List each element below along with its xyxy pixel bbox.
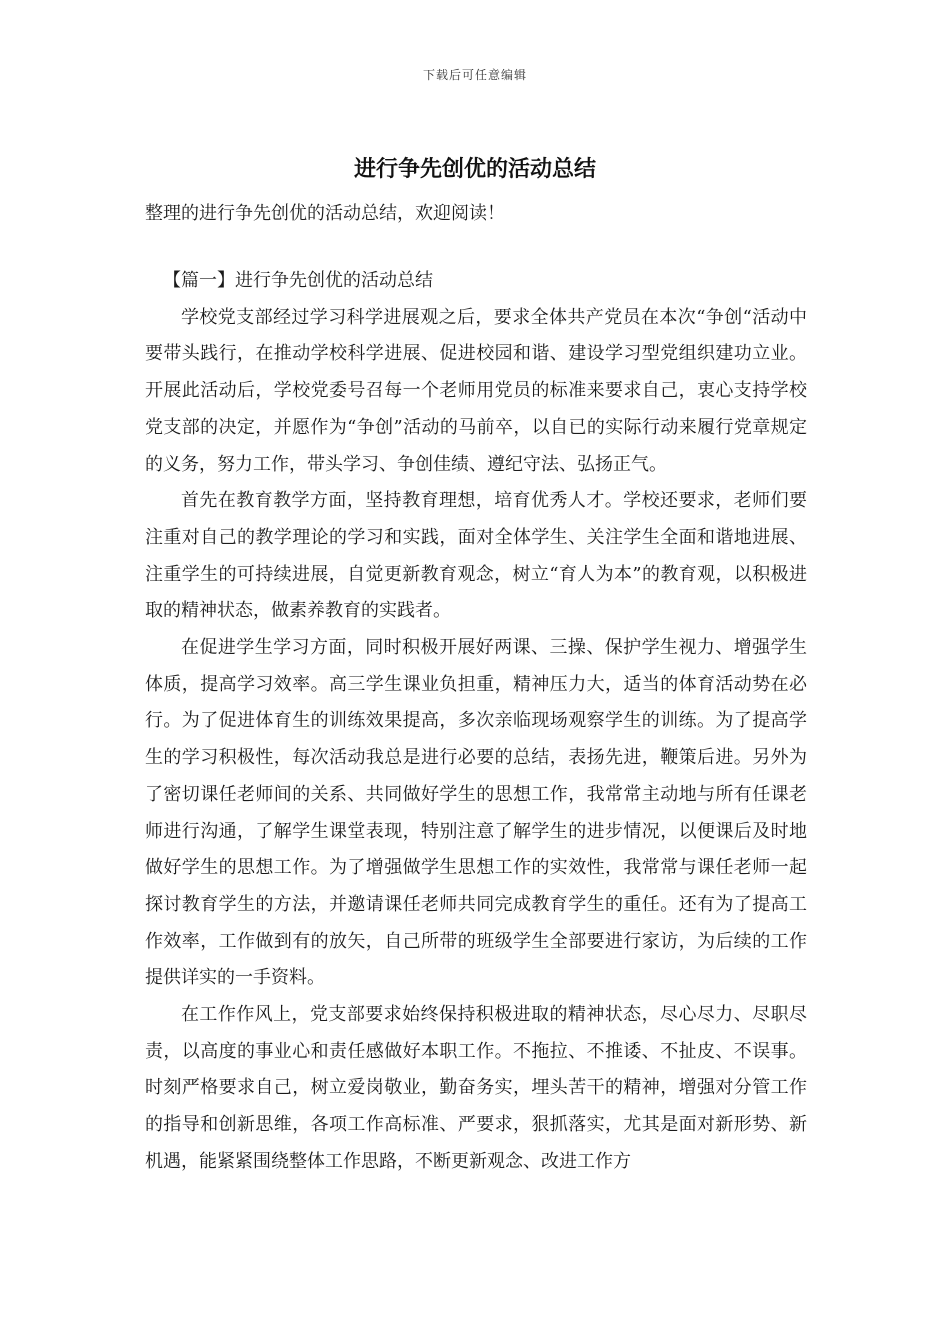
header-note: 下载后可任意编辑 <box>422 68 527 82</box>
paragraph-4: 在工作作风上，党支部要求始终保持积极进取的精神状态，尽心尽力、尽职尽责，以高度的事业心和责任感做好本职工作。不拖拉、不推诿、不扯皮、不误事。时刻严格要求自己，树立爱岗敬业，勤奋务实，埋头苦干的精神，增强对分管工作的指导和创新思维，各项工作高标准、严要求，狠抓落实，尤其是面对新形势、新机遇，能紧紧围绕整体工作思路，不断更新观念、改进工作方 <box>145 1004 807 1172</box>
paragraph-3: 在促进学生学习方面，同时积极开展好两课、三操、保护学生视力、增强学生体质，提高学习效率。高三学生课业负担重，精神压力大，适当的体育活动势在必行。为了促进体育生的训练效果提高，多次亲临现场观察学生的训练。为了提高学生的学习积极性，每次活动我总是进行必要的总结，表扬先进，鞭策后进。另外为了密切课任老师间的关系、共同做好学生的思想工作，我常常主动地与所有任课老师进行沟通，了解学生课堂表现，特别注意了解学生的进步情况，以便课后及时地做好学生的思想工作。为了增强做学生思想工作的实效性，我常常与课任老师一起探讨教育学生的方法，并邀请课任老师共同完成教育学生的重任。还有为了提高工作效率，工作做到有的放矢，自己所带的班级学生全部要进行家访，为后续的工作提供详实的一手资料。 <box>145 637 807 989</box>
paragraph-1: 学校党支部经过学习科学进展观之后，要求全体共产党员在本次“争创“活动中要带头践行，在推动学校科学进展、促进校园和谐、建设学习型党组织建功立业。开展此活动后，学校党委号召每一个老师用党员的标准来要求自己，衷心支持学校党支部的决定，并愿作为“争创”活动的马前卒，以自已的实际行动来履行党章规定的义务，努力工作，带头学习、争创佳绩、遵纪守法、弘扬正气。 <box>145 306 807 475</box>
section-heading: 【篇一】进行争先创优的活动总结 <box>163 270 433 291</box>
intro-text: 整理的进行争先创优的活动总结，欢迎阅读！ <box>145 203 505 224</box>
document-title: 进行争先创优的活动总结 <box>353 156 596 182</box>
document-body <box>145 263 807 1181</box>
paragraph-2: 首先在教育教学方面，坚持教育理想，培育优秀人才。学校还要求，老师们要注重对自己的教学理论的学习和实践，面对全体学生、关注学生全面和谐地进展、注重学生的可持续进展，自觉更新教育观念，树立“育人为本”的教育观，以积极进取的精神状态，做素养教育的实践者。 <box>145 490 807 622</box>
